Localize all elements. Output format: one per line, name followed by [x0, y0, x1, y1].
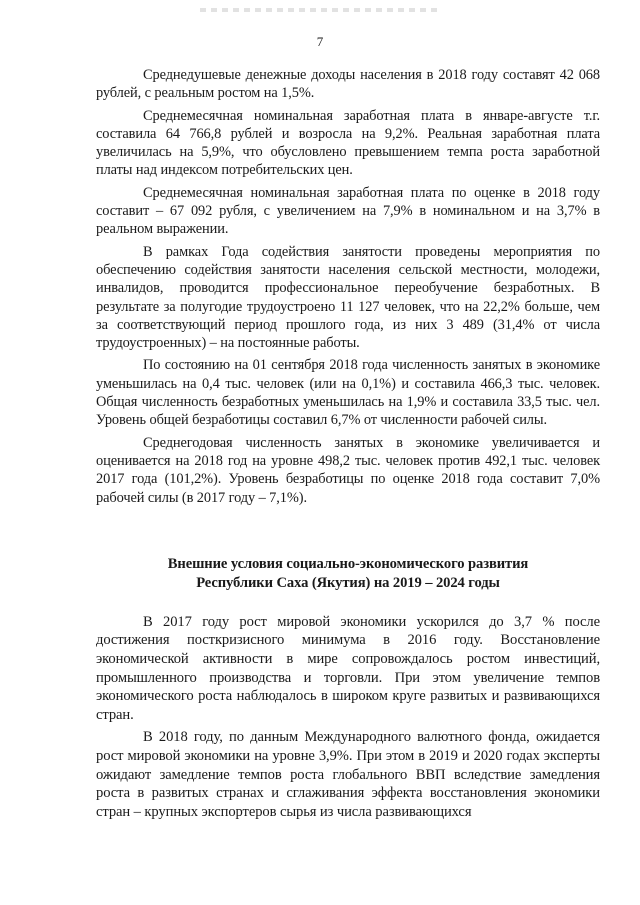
paragraph-employment-september: По состоянию на 01 сентября 2018 года численность занятых в экономике уменьшилась на 0,4 тыс. человек (или на 0,1%) и составила 466,3 тыс. человек. Общая численность безработных уменьшилась на 1,9% и составила 33,5 тыс. чел. Уровень общей безработицы составил 6,7% от численности рабочей силы.	[96, 357, 600, 429]
paragraph-wages-estimate: Среднемесячная номинальная заработная плата по оценке в 2018 году составит – 67 092 рубля, с увеличением на 7,9% в номинальном и на 3,7% в реальном выражении.	[96, 184, 600, 238]
document-body	[96, 66, 600, 825]
paragraph-employment-annual: Среднегодовая численность занятых в экономике увеличивается и оценивается на 2018 год на уровне 498,2 тыс. человек против 492,1 тыс. человек 2017 года (101,2%). Уровень безработицы по оценке 2018 года составит 7,0% рабочей силы (в 2017 году – 7,1%).	[96, 434, 600, 506]
section-heading-line-2: Республики Саха (Якутия) на 2019 – 2024 годы	[196, 574, 500, 591]
section-heading	[96, 555, 600, 593]
paragraph-income: Среднедушевые денежные доходы населения в 2018 году составят 42 068 рублей, с реальным ростом на 1,5%.	[96, 67, 600, 102]
paragraph-wages-jan-aug: Среднемесячная номинальная заработная плата в январе-августе т.г. составила 64 766,8 рублей и возросла на 9,2%. Реальная заработная плата увеличилась на 5,9%, что обусловлено превышением темпа роста заработной платы над индексом потребительских цен.	[96, 107, 600, 179]
paragraph-world-economy-2018: В 2018 году, по данным Международного валютного фонда, ожидается рост мировой экономики на уровне 3,9%. При этом в 2019 и 2020 годах эксперты ожидают замедление темпов роста глобального ВВП вследствие замедления роста в развитых странах и сглаживания эффекта восстановления экономики стран – крупных экспортеров сырья из числа развивающихся	[96, 729, 600, 820]
section-heading-line-1: Внешние условия социально-экономического развития	[167, 555, 529, 572]
page-number: 7	[316, 34, 324, 49]
paragraph-employment-year: В рамках Года содействия занятости проведены мероприятия по обеспечению содействия занятости населения сельской местности, молодежи, инвалидов, проводится профессиональное переобучение безработных. В результате за полугодие трудоустроено 11 127 человек, что на 22,2% больше, чем за соответствующий период прошлого года, из них 3 489 (31,4% от числа трудоустроенных) – на постоянные работы.	[96, 243, 600, 352]
paragraph-world-economy-2017: В 2017 году рост мировой экономики ускорился до 3,7 % после достижения посткризисного минимума в 2016 году. Восстановление экономической активности в мире сопровождалось ростом инвестиций, промышленного производства и торговли. При этом увеличение темпов экономического роста наблюдалось в широком круге развитых и развивающихся стран.	[96, 613, 600, 723]
scan-artifact	[200, 8, 440, 12]
